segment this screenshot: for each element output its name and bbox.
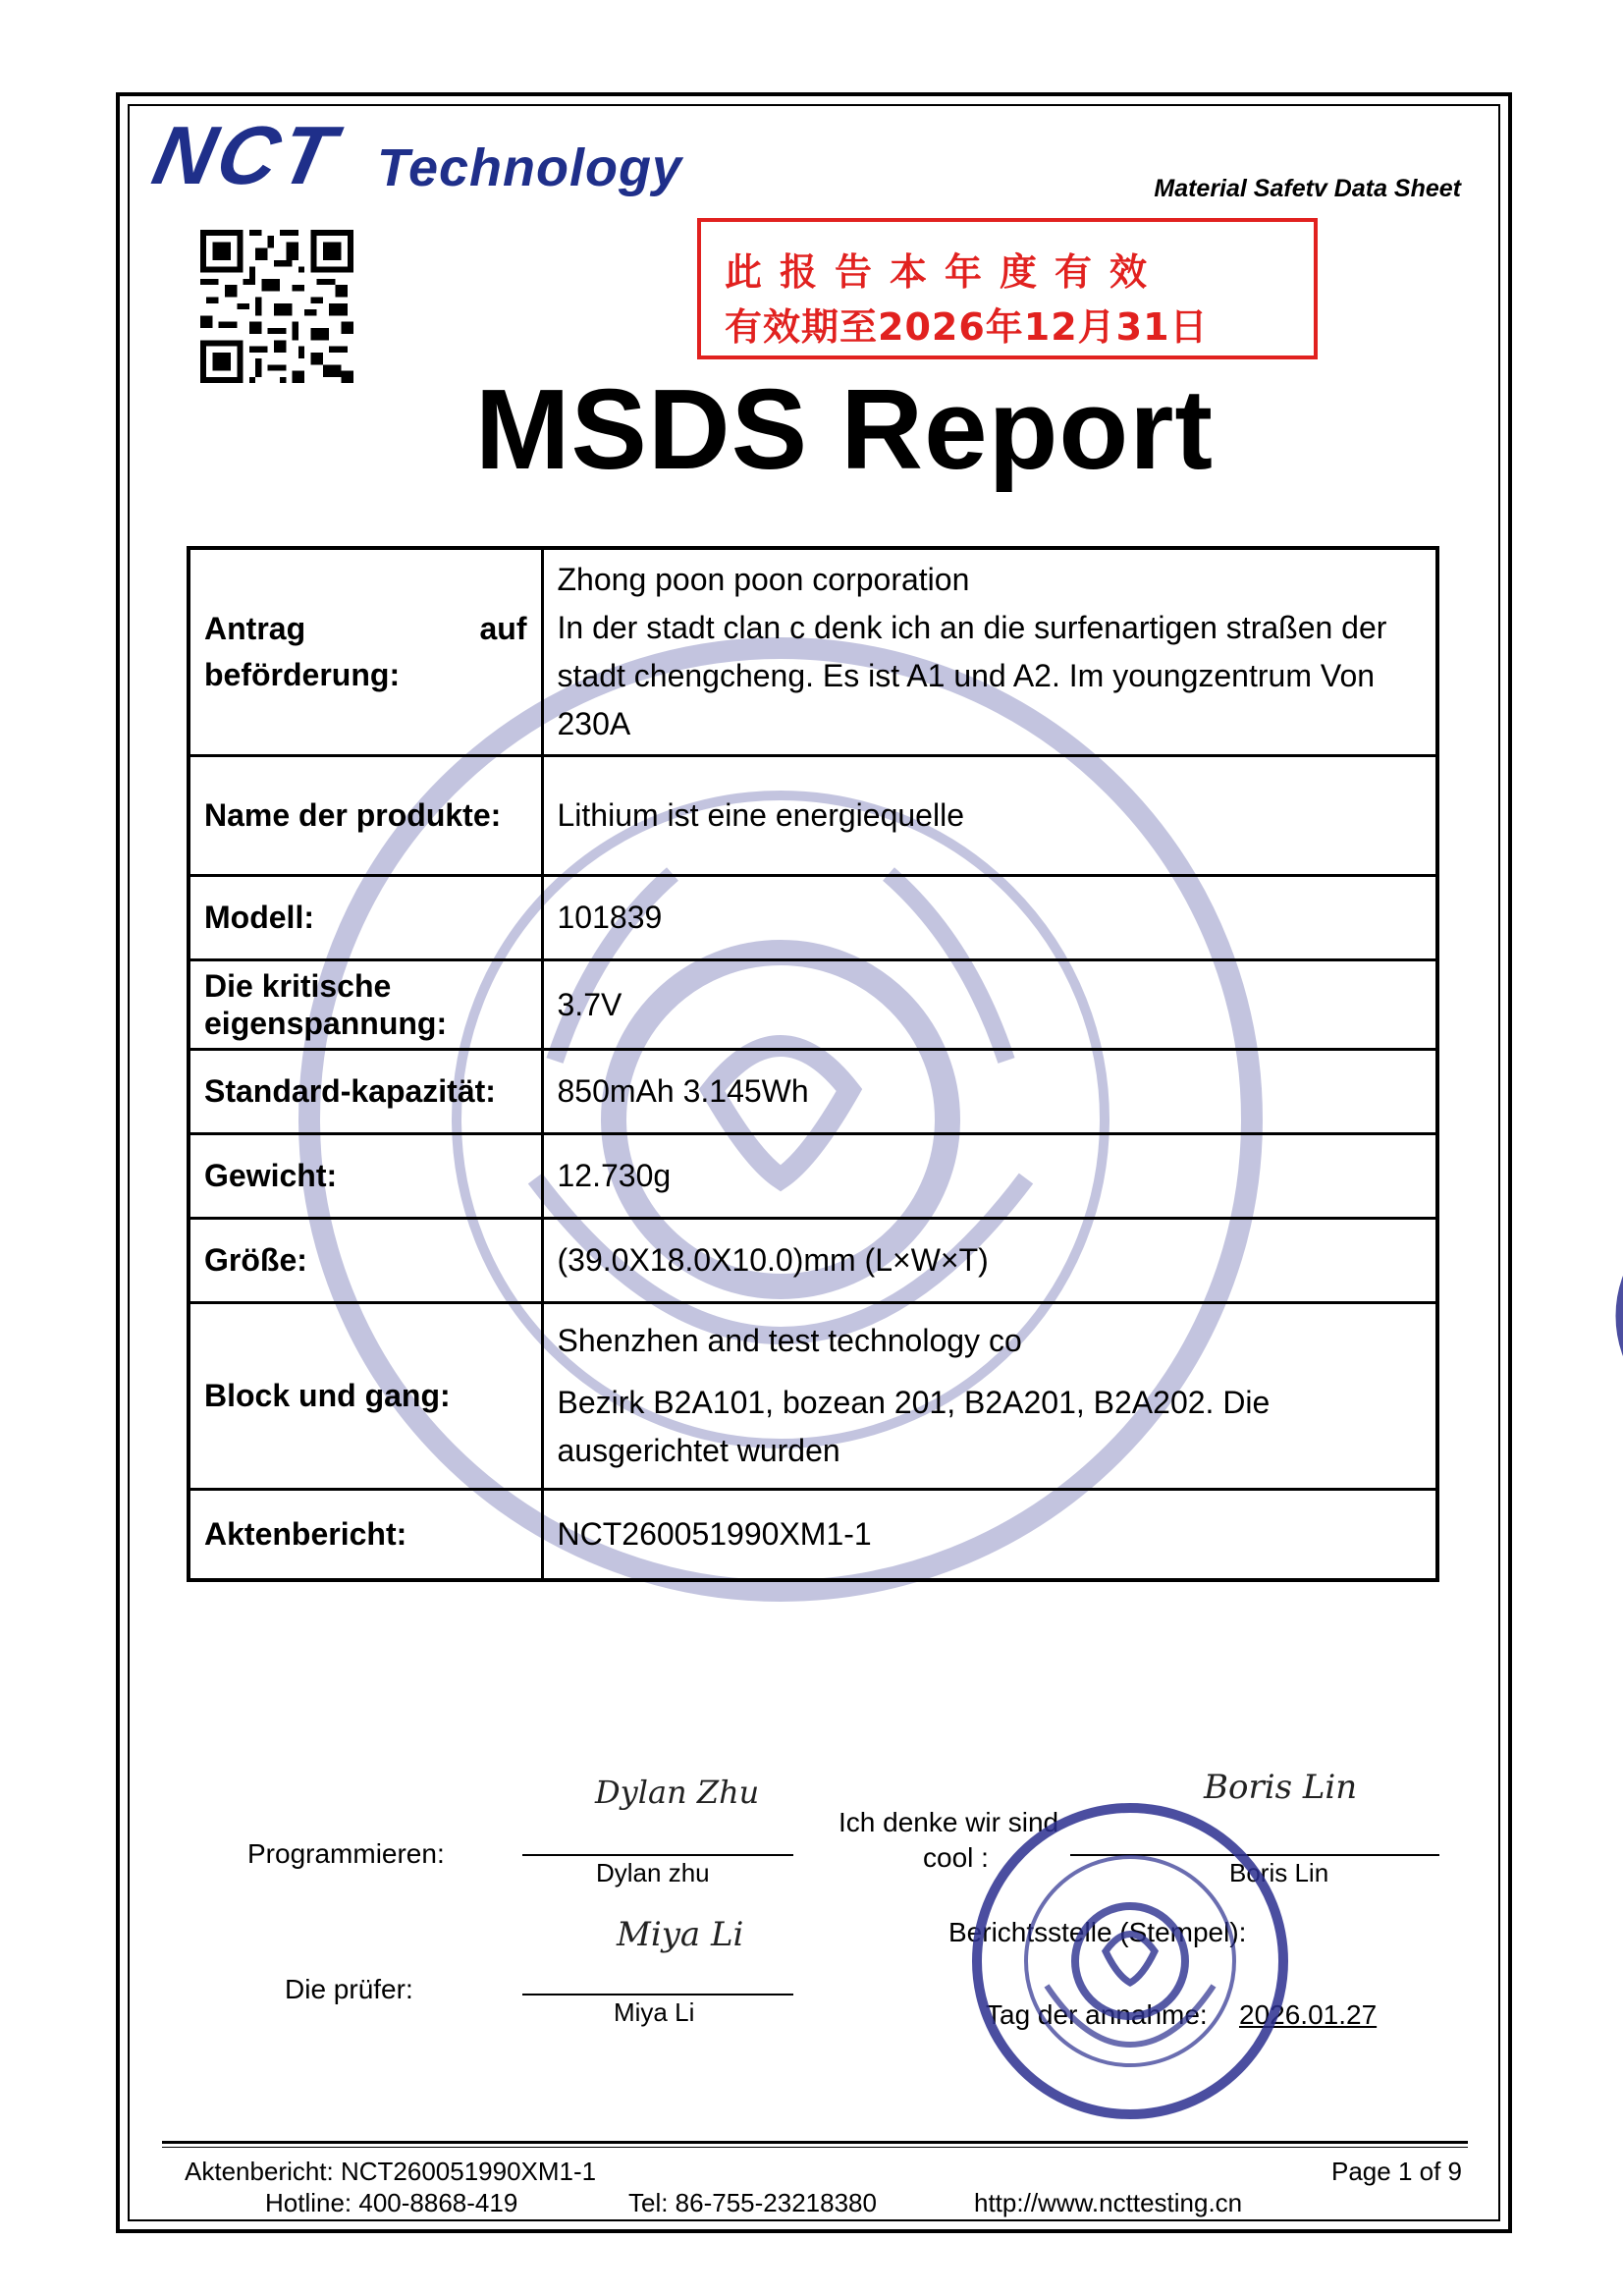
validity-line-2: 有效期至2026年12月31日 — [725, 305, 1209, 349]
row-value: 3.7V — [542, 960, 1437, 1050]
checker-label: Die prüfer: — [285, 1974, 413, 2004]
row-label — [189, 548, 542, 756]
technology-logo-text: Technology — [377, 138, 683, 197]
row-label: Block und gang: — [189, 1303, 542, 1490]
official-seal-icon — [968, 1799, 1292, 2123]
row-label: Aktenbericht: — [189, 1490, 542, 1580]
footer-url[interactable]: http://www.ncttesting.cn — [974, 2188, 1243, 2217]
label-part: Antrag — [204, 611, 306, 646]
row-label: Die kritische eigenspannung: — [189, 960, 542, 1050]
table-row — [189, 1490, 1437, 1580]
approver-name: Boris Lin — [1229, 1858, 1329, 1887]
row-value: NCT260051990XM1-1 — [542, 1490, 1437, 1580]
programmer-name: Dylan zhu — [596, 1858, 710, 1887]
table-row — [189, 548, 1437, 756]
programmer-signature: Dylan Zhu — [595, 1774, 760, 1811]
table-row — [189, 1219, 1437, 1303]
row-value: (39.0X18.0X10.0)mm (L×W×T) — [542, 1219, 1437, 1303]
checker-signature: Miya Li — [617, 1915, 744, 1954]
approver-signature: Boris Lin — [1204, 1768, 1358, 1807]
validity-notice — [697, 218, 1318, 359]
table-row — [189, 876, 1437, 960]
footer-page-number: Page 1 of 9 — [1331, 2157, 1462, 2186]
table-row — [189, 1134, 1437, 1219]
date-value: 2026.01.27 — [1239, 1999, 1378, 2030]
table-row — [189, 1303, 1437, 1490]
table-row — [189, 756, 1437, 876]
label-part: beförderung: — [204, 657, 401, 692]
row-value: 850mAh 3.145Wh — [542, 1050, 1437, 1134]
row-value: 12.730g — [542, 1134, 1437, 1219]
checker-name: Miya Li — [614, 1997, 695, 2027]
row-label: Größe: — [189, 1219, 542, 1303]
sheet-label: Material Safetv Data Sheet — [1154, 175, 1461, 202]
table-row — [189, 1050, 1437, 1134]
tester-name: Shenzhen and test technology co — [557, 1323, 1022, 1358]
page-title: MSDS Report — [474, 365, 1215, 493]
validity-line-1: 此报告本年度有效 — [725, 250, 1165, 294]
office-label: Berichtsstelle (Stempel): — [948, 1917, 1247, 1947]
approver-label-2: cool : — [923, 1842, 989, 1873]
row-value: Lithium ist eine energiequelle — [542, 756, 1437, 876]
label-part: auf — [479, 611, 527, 646]
qr-code-icon — [200, 230, 353, 383]
footer-divider — [162, 2141, 1468, 2144]
applicant-name: Zhong poon poon corporation — [557, 562, 970, 597]
table-row — [189, 960, 1437, 1050]
applicant-address: In der stadt clan c denk ich an die surfenartigen straßen der stadt chengcheng. Es ist A1 und A2. Im youngzentrum Von 230A — [557, 610, 1387, 741]
row-value — [542, 548, 1437, 756]
programmer-label: Programmieren: — [247, 1838, 445, 1869]
nct-logo: NCT — [145, 109, 347, 201]
row-value — [542, 1303, 1437, 1490]
signature-line — [522, 1994, 793, 1995]
row-label: Standard-kapazität: — [189, 1050, 542, 1134]
partial-seal-icon — [1583, 1198, 1623, 1434]
date-label: Tag der annahme: — [986, 1999, 1208, 2030]
approver-label: Ich denke wir sind — [839, 1807, 1059, 1837]
tester-address: Bezirk B2A101, bozean 201, B2A201, B2A202. Die ausgerichtet wurden — [557, 1385, 1271, 1468]
footer-hotline: Hotline: 400-8868-419 — [265, 2188, 518, 2217]
footer-divider — [162, 2147, 1468, 2148]
footer-report-number: Aktenbericht: NCT260051990XM1-1 — [185, 2157, 597, 2186]
row-label: Name der produkte: — [189, 756, 542, 876]
signature-line — [522, 1854, 793, 1856]
row-label: Gewicht: — [189, 1134, 542, 1219]
row-label: Modell: — [189, 876, 542, 960]
footer-tel: Tel: 86-755-23218380 — [628, 2188, 877, 2217]
row-value: 101839 — [542, 876, 1437, 960]
report-info-table — [187, 546, 1439, 1582]
